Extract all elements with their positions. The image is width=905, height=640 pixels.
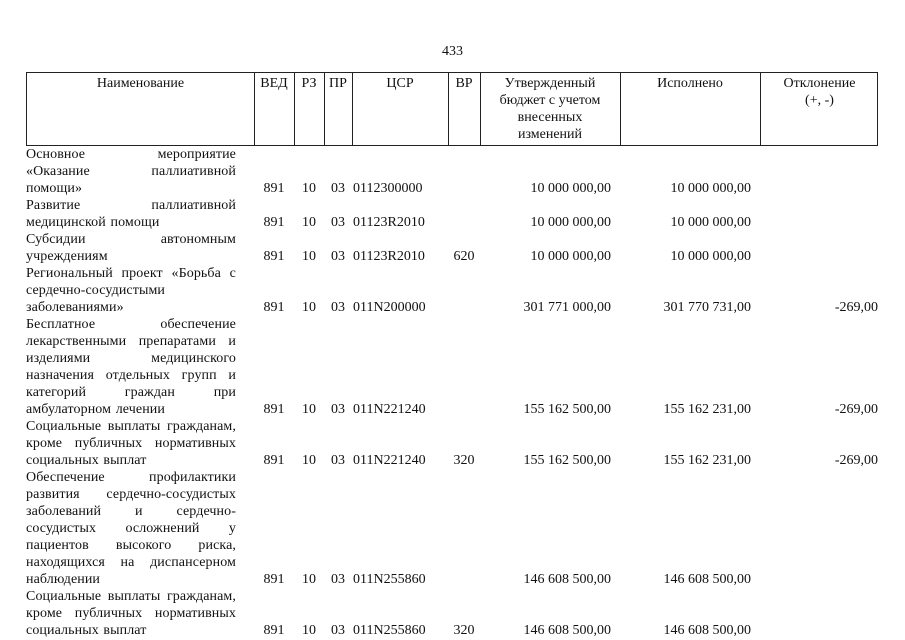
row-done: 301 770 731,00: [663, 300, 751, 315]
row-ved: 891: [263, 181, 285, 196]
row-name: Социальные выплаты гражданам, кроме публичных нормативных социальных выплат: [26, 589, 236, 638]
row-rz: 10: [302, 181, 316, 196]
row-ved: 891: [263, 572, 285, 587]
row-csr: 011N200000: [353, 300, 426, 315]
table-header: [26, 72, 878, 146]
row-ved: 891: [263, 623, 285, 638]
page-number: 433: [442, 44, 463, 59]
row-budget: 155 162 500,00: [523, 453, 611, 468]
row-budget: 301 771 000,00: [523, 300, 611, 315]
row-csr: 011N255860: [353, 572, 426, 587]
header-csr: ЦСР: [386, 76, 414, 91]
table-row: [26, 265, 878, 316]
row-rz: 10: [302, 623, 316, 638]
row-pr: 03: [331, 402, 345, 417]
row-ved: 891: [263, 249, 285, 264]
row-name: Развитие паллиативной медицинской помощи: [26, 198, 236, 230]
row-budget: 10 000 000,00: [530, 181, 611, 196]
table-row: [26, 146, 878, 197]
header-budget: Утвержденный бюджет с учетом внесенных изменений: [499, 76, 601, 142]
header-deviation: Отклонение (+, -): [783, 76, 856, 108]
table-row: [26, 469, 878, 588]
row-done: 155 162 231,00: [663, 402, 751, 417]
row-pr: 03: [331, 181, 345, 196]
header-pr: ПР: [329, 76, 347, 91]
table-row: [26, 316, 878, 418]
row-budget: 155 162 500,00: [523, 402, 611, 417]
row-pr: 03: [331, 215, 345, 230]
row-rz: 10: [302, 249, 316, 264]
header-ved: ВЕД: [260, 76, 288, 91]
row-budget: 10 000 000,00: [530, 215, 611, 230]
row-done: 10 000 000,00: [670, 249, 751, 264]
row-name: Субсидии автономным учреждениям: [26, 232, 236, 264]
row-budget: 146 608 500,00: [523, 572, 611, 587]
header-rz: РЗ: [301, 76, 317, 91]
header-name: Наименование: [96, 76, 185, 91]
table-row: [26, 588, 878, 639]
row-done: 146 608 500,00: [663, 623, 751, 638]
row-pr: 03: [331, 623, 345, 638]
row-pr: 03: [331, 572, 345, 587]
row-budget: 10 000 000,00: [530, 249, 611, 264]
row-done: 146 608 500,00: [663, 572, 751, 587]
row-csr: 011N221240: [353, 453, 426, 468]
row-vr: 320: [453, 453, 475, 468]
row-rz: 10: [302, 402, 316, 417]
row-pr: 03: [331, 249, 345, 264]
row-deviation: -269,00: [834, 300, 878, 315]
row-done: 10 000 000,00: [670, 215, 751, 230]
row-rz: 10: [302, 453, 316, 468]
row-csr: 0112300000: [353, 181, 423, 196]
row-done: 155 162 231,00: [663, 453, 751, 468]
row-ved: 891: [263, 300, 285, 315]
row-name: Бесплатное обеспечение лекарственными препаратами и изделиями медицинского назначения отдельных групп и категорий граждан при амбулаторном лечении: [26, 317, 236, 417]
row-name: Региональный проект «Борьба с сердечно-сосудистыми заболеваниями»: [26, 266, 236, 315]
row-csr: 011N255860: [353, 623, 426, 638]
table-row: [26, 418, 878, 469]
row-deviation: -269,00: [834, 453, 878, 468]
row-name: Обеспечение профилактики развития сердечно-сосудистых заболеваний и сердечно-сосудистых осложнений у пациентов высокого риска, находящихся на диспансерном наблюдении: [26, 470, 236, 587]
row-pr: 03: [331, 453, 345, 468]
row-vr: 320: [453, 623, 475, 638]
row-rz: 10: [302, 215, 316, 230]
table-body: [26, 146, 878, 639]
header-done: Исполнено: [657, 76, 723, 91]
table-row: [26, 197, 878, 231]
row-ved: 891: [263, 215, 285, 230]
row-csr: 01123R2010: [353, 215, 425, 230]
row-rz: 10: [302, 572, 316, 587]
row-vr: 620: [453, 249, 475, 264]
header-vr: ВР: [455, 76, 473, 91]
row-name: Основное мероприятие «Оказание паллиативной помощи»: [26, 147, 236, 196]
row-ved: 891: [263, 453, 285, 468]
row-pr: 03: [331, 300, 345, 315]
row-name: Социальные выплаты гражданам, кроме публичных нормативных социальных выплат: [26, 419, 236, 468]
row-csr: 01123R2010: [353, 249, 425, 264]
table-row: [26, 231, 878, 265]
row-csr: 011N221240: [353, 402, 426, 417]
row-deviation: -269,00: [834, 402, 878, 417]
row-rz: 10: [302, 300, 316, 315]
row-done: 10 000 000,00: [670, 181, 751, 196]
row-budget: 146 608 500,00: [523, 623, 611, 638]
row-ved: 891: [263, 402, 285, 417]
